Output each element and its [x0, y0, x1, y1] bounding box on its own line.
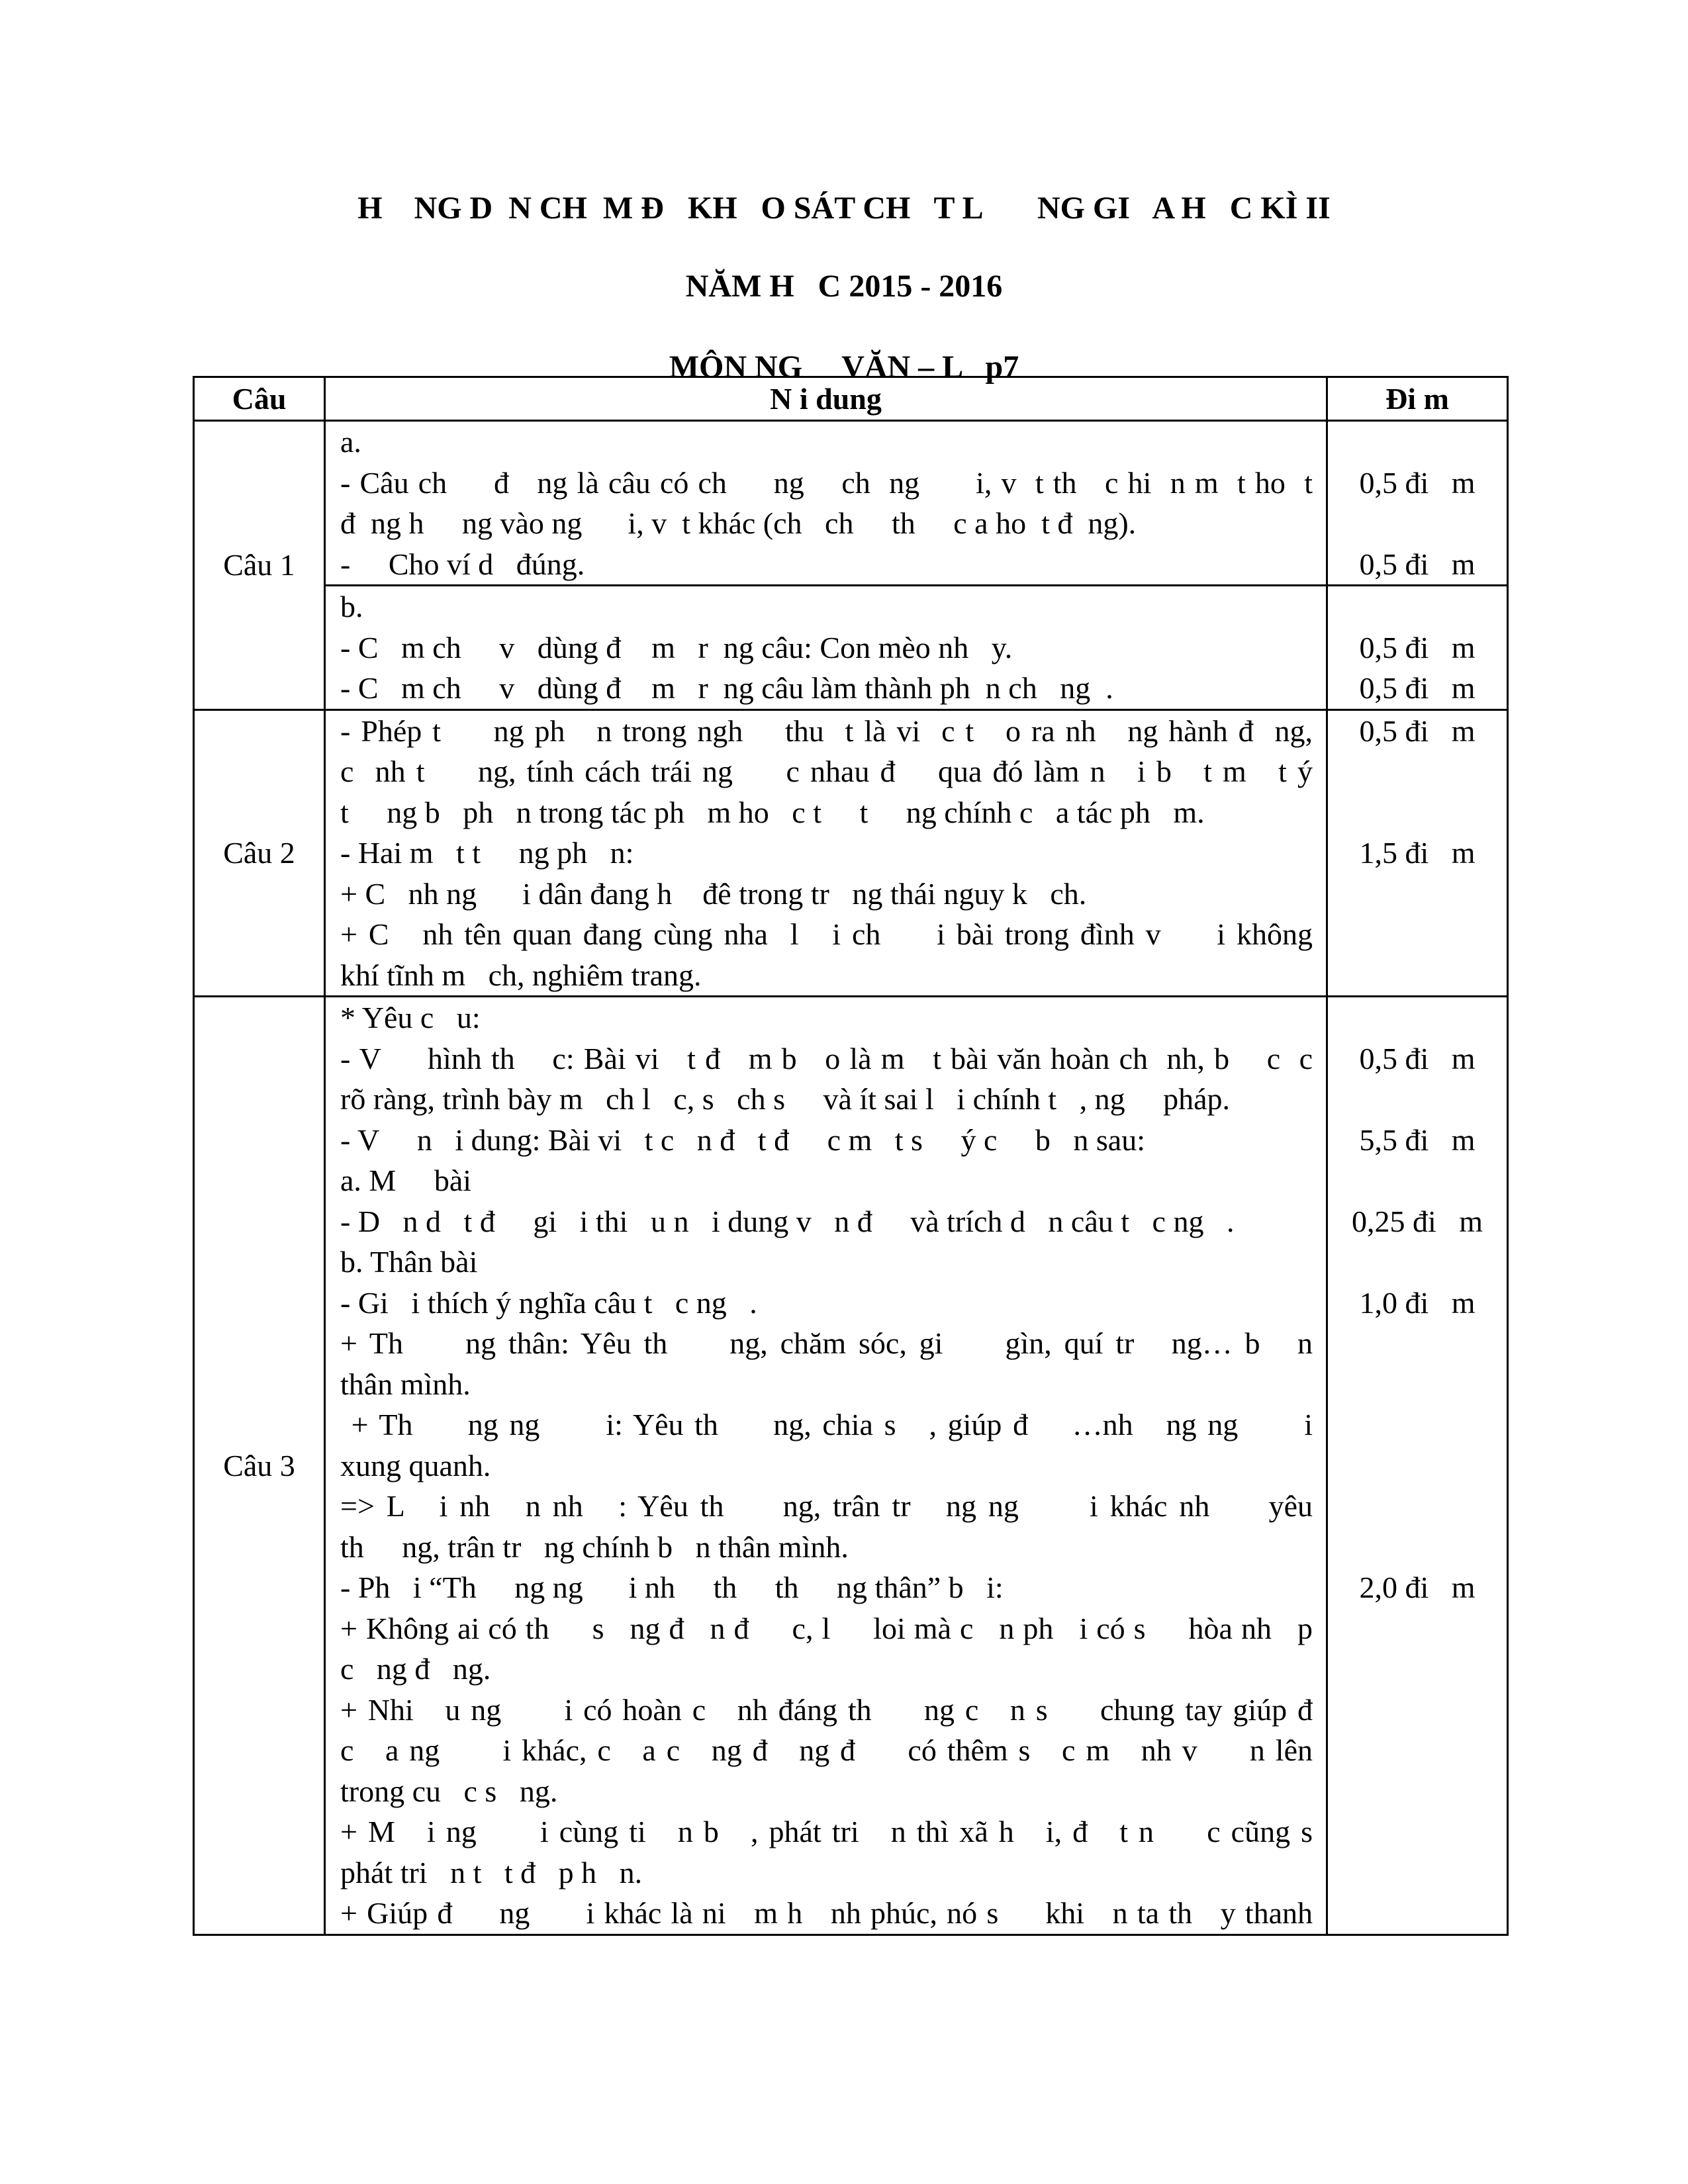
score-value [1328, 1323, 1507, 1364]
score-value: 0,25 đi m [1351, 1204, 1483, 1238]
content-line: a. [340, 425, 361, 459]
document-header [0, 192, 1688, 384]
answer-content [325, 997, 1327, 1935]
content-line: khí tĩnh m ch, nghiêm trang. [340, 958, 702, 992]
content-line: xung quanh. [340, 1448, 491, 1482]
score-value: 0,5 đi m [1359, 713, 1476, 748]
score-value [1328, 1364, 1507, 1405]
score-value [1328, 751, 1507, 792]
score-value [1328, 1771, 1507, 1812]
content-line: t ng b ph n trong tác ph m ho c t t ng chính c a tác ph m. [340, 795, 1205, 829]
score-value [1328, 914, 1507, 955]
content-line: c nh t ng, tính cách trái ng c nhau đ qua đó làm n i b t m t ý [340, 754, 1313, 788]
score-value [1328, 1649, 1507, 1690]
score-value [1328, 792, 1507, 833]
content-line: - Ph i “Th ng ng i nh th th ng thân” b i: [340, 1570, 1004, 1604]
score-value [1328, 1527, 1507, 1568]
score-value: 0,5 đi m [1359, 465, 1476, 500]
content-line: - Gi i thích ý nghĩa câu t c ng . [340, 1285, 757, 1320]
content-line: + C nh ng i dân đang h đê trong tr ng thái nguy k ch. [340, 876, 1087, 911]
score-cell [1327, 586, 1508, 710]
score-value: 2,0 đi m [1359, 1570, 1476, 1604]
content-line: th ng, trân tr ng chính b n thân mình. [340, 1529, 849, 1564]
score-value: 5,5 đi m [1359, 1122, 1476, 1157]
score-value [1328, 586, 1507, 627]
content-line: b. [340, 590, 363, 623]
score-value: 0,5 đi m [1359, 630, 1476, 664]
answer-content [325, 421, 1327, 586]
subject-grade: MÔN NG VĂN – L p7 [669, 349, 1019, 385]
score-value [1328, 1852, 1507, 1893]
table-row [194, 709, 1508, 997]
score-value [1328, 1730, 1507, 1771]
content-line: đ ng h ng vào ng i, v t khác (ch ch th c a ho t đ ng). [340, 506, 1137, 540]
header-score: Đi m [1327, 377, 1508, 421]
content-line: rõ ràng, trình bày m ch l c, s ch s và ít sai l i chính t , ng pháp. [340, 1082, 1230, 1116]
school-year: NĂM H C 2015 - 2016 [685, 269, 1003, 304]
content-line: - Cho ví d đúng. [340, 547, 585, 581]
score-value [1328, 1486, 1507, 1527]
grading-table [193, 376, 1509, 1936]
score-value [1328, 1160, 1507, 1201]
score-value [1328, 1690, 1507, 1731]
score-value: 1,0 đi m [1359, 1285, 1476, 1320]
content-line: => L i nh n nh : Yêu th ng, trân tr ng ng i khác nh yêu [340, 1489, 1313, 1523]
content-line: + Th ng ng i: Yêu th ng, chia s , giúp đ …nh ng ng i [340, 1408, 1313, 1441]
score-value [1328, 1404, 1507, 1445]
content-line: + Th ng thân: Yêu th ng, chăm sóc, gi gìn, quí tr ng… b n [340, 1326, 1313, 1360]
score-value [1328, 955, 1507, 996]
answer-content [325, 709, 1327, 997]
score-value [1328, 422, 1507, 463]
content-line: - V n i dung: Bài vi t c n đ t đ c m t s ý c b n sau: [340, 1122, 1145, 1157]
table-row [194, 586, 1508, 710]
content-line: a. M bài [340, 1163, 472, 1197]
content-line: c a ng i khác, c a c ng đ ng đ có thêm s c m nh v n lên [340, 1733, 1313, 1767]
score-value [1328, 1608, 1507, 1649]
score-value [1328, 503, 1507, 544]
question-label: Câu 1 [194, 421, 325, 710]
content-line: + Nhi u ng i có hoàn c nh đáng th ng c n s chung tay giúp đ [340, 1692, 1313, 1727]
content-line: + M i ng i cùng ti n b , phát tri n thì xã h i, đ t n c cũng s [340, 1815, 1313, 1848]
score-cell [1327, 997, 1508, 1935]
score-value [1328, 874, 1507, 915]
score-value [1328, 1079, 1507, 1120]
content-line: phát tri n t t đ p h n. [340, 1855, 643, 1889]
content-line: + Không ai có th s ng đ n đ c, l loi mà c n ph i có s hòa nh p [340, 1611, 1313, 1645]
table-row [194, 421, 1508, 586]
score-cell [1327, 709, 1508, 997]
content-line: * Yêu c u: [340, 1001, 481, 1034]
header-content: N i dung [325, 377, 1327, 421]
answer-content [325, 586, 1327, 710]
score-value [1328, 1445, 1507, 1486]
score-value: 1,5 đi m [1359, 836, 1476, 870]
score-value [1328, 1893, 1507, 1934]
content-line: - Hai m t t ng ph n: [340, 836, 634, 870]
content-line: - D n d t đ gi i thi u n i dung v n đ và trích d n câu t c ng . [340, 1204, 1235, 1238]
content-line: b. Thân bài [340, 1245, 478, 1279]
content-line: + Giúp đ ng i khác là ni m h nh phúc, nó s khi n ta th y thanh [340, 1896, 1313, 1930]
table-header-row [194, 377, 1508, 421]
content-line: - V hình th c: Bài vi t đ m b o là m t bài văn hoàn ch nh, b c c [340, 1041, 1313, 1075]
score-value: 0,5 đi m [1359, 671, 1476, 705]
header-question: Câu [194, 377, 325, 421]
content-line: trong cu c s ng. [340, 1774, 558, 1808]
score-cell [1327, 421, 1508, 586]
content-line: - C m ch v dùng đ m r ng câu: Con mèo nh y. [340, 630, 1013, 664]
content-line: + C nh tên quan đang cùng nha l i ch i bài trong đình v i không [340, 917, 1313, 951]
question-label: Câu 2 [194, 709, 325, 997]
content-line: - C m ch v dùng đ m r ng câu làm thành ph n ch ng . [340, 671, 1113, 705]
score-value [1328, 997, 1507, 1038]
score-value: 0,5 đi m [1359, 547, 1476, 581]
content-line: c ng đ ng. [340, 1652, 491, 1686]
score-value: 0,5 đi m [1359, 1041, 1476, 1075]
score-value [1328, 1242, 1507, 1283]
question-label: Câu 3 [194, 997, 325, 1935]
score-value [1328, 1811, 1507, 1852]
content-line: - Câu ch đ ng là câu có ch ng ch ng i, v t th c hi n m t ho t [340, 465, 1313, 500]
document-title: H NG D N CH M Đ KH O SÁT CH T L NG GI A H C KÌ II [357, 191, 1331, 226]
table-row [194, 997, 1508, 1935]
content-line: - Phép t ng ph n trong ngh thu t là vi c t o ra nh ng hành đ ng, [340, 713, 1313, 748]
content-line: thân mình. [340, 1367, 471, 1401]
